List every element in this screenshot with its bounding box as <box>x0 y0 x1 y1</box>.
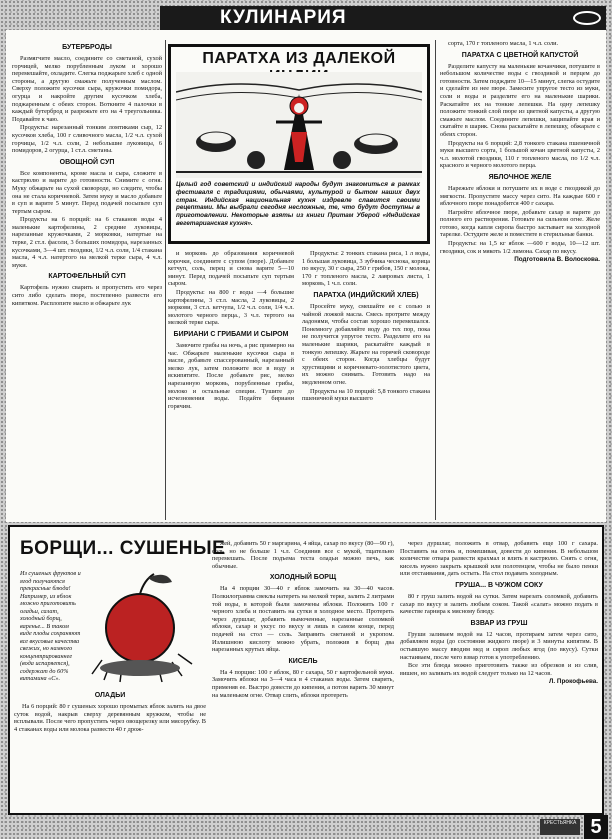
column-2 <box>168 250 294 520</box>
heading-paratha: ПАРАТХА (ИНДИЙСКИЙ ХЛЕБ) <box>313 291 419 299</box>
pear-recipe: 80 г груш залить водой на сутки. Затем нарезать соломкой, добавить сахар по вкусу и залить любым соком. Такой «салат» можно подать в качестве гарнира к мясному блюду. <box>400 592 598 616</box>
kissel-recipe-cont: через дуршлаг, положить в отвар, добавить еще 100 г сахара. Поставить на огонь и, помешивая, довести до кипения. В небольшом количестве отвара развести крахмал и влить в кастрюлю. Снять с огня, кисель нужно закрыть крышкой или полотенцем, чтобы не было пенки или отстаивания, дать остыть. На стол подавать холодным. <box>400 540 598 578</box>
heading-apple-jelly: ЯБЛОЧНОЕ ЖЕЛЕ <box>488 173 552 181</box>
bottom-column-1 <box>14 688 206 812</box>
bottom-column-3 <box>400 540 598 812</box>
heading-cold-borsch: ХОЛОДНЫЙ БОРЩ <box>269 574 337 582</box>
veg-soup-ingredients: Продукты на 6 порций: на 6 стаканов воды 4 маленькие картофелины, 2 средние луковицы, нарезанные кружочками, 2 морковки, натертые на терке, 2 ст.л. фасоли, 3 больших помидора, нарезанных кусочками, 3—4 шт. гвоздики, 1/2 ч.л. соли, 1/4 стакана масла, 4 ч.л. натертого на мелкой терке сыра, 4 ч.л. муки. <box>12 216 162 269</box>
bottom-column-2 <box>212 540 394 812</box>
jelly-recipe-2: Нагрейте яблочное пюре, добавьте сахар и варите до полного его растворения. Готовьте на сильном огне. Желе готово, когда капля сиропа быстро застывает на холодной тарелке. Остудите желе и поместите в стерильные банки. <box>440 208 600 239</box>
heading-potato-soup: КАРТОФЕЛЬНЫЙ СУП <box>48 273 126 281</box>
column-divider <box>165 40 166 520</box>
paratha-ingredients-cont: сорта, 170 г топленого масла, 1 ч.л. соли. <box>448 40 559 47</box>
fritters-recipe: На 6 порций: 80 г сушеных хорошо промытых яблок залить на двое суток водой, накрыв сверху деревянным кружком, чтобы не всплывали. После чего пропустить через овощерезку или мясорубку. В 4 стаканах воды или молока развести 40 г дрож- <box>14 703 206 733</box>
author-signature-1: Подготовила В. Волоскова. <box>514 256 600 264</box>
heading-fritters: ОЛАДЬИ <box>94 692 126 699</box>
magazine-brand: КРЕСТЬЯНКА <box>540 819 580 835</box>
dried-fruits-note: Из сушеных фруктов и ягод получаются прекрасные блюда! Например, из яблок можно приготовить оладьи, салат, холодный борщ, варенье... В таком виде плоды сохраняют все вкусовые качества свежих, но намного концентрированнее (вода испаряется), содержат до 60% витамина «С». <box>20 570 81 682</box>
indian-illustration <box>176 72 422 178</box>
column-4 <box>440 40 600 520</box>
heading-vegetable-soup: ОВОЩНОЙ СУП <box>59 158 115 166</box>
section-title: КУЛИНАРИЯ <box>220 7 347 28</box>
potato-soup-ingredients: Продукты: на 800 г воды —4 большие картофелины, 3 ст.л. масла, 2 луковицы, 2 моркови, 3 ст.л. кетчупа, 1/2 ч.л. соли, 1/4 ч.л. молотого черного перца., 3 ч.л. тертого на мелкой терке сыра. <box>168 288 294 327</box>
article-title: ПАРАТХА ИЗ ДАЛЕКОЙ <box>202 50 396 67</box>
apple-hedgehog-illustration <box>88 564 196 684</box>
heading-paratha-cauliflower: ПАРАТХА С ЦВЕТНОЙ КАПУСТОЙ <box>461 51 579 59</box>
column-3 <box>302 250 430 520</box>
column-1 <box>12 40 162 520</box>
column-divider <box>435 40 436 520</box>
fritters-recipe-cont: жей, добавить 50 г маргарина, 4 яйца, сахар по вкусу (80—90 г), соль, но не больше 1 ч.л. Соединив все с мукой, тщательно перемешать. После подъема теста оладьи можно печь, как обычные. <box>212 540 394 570</box>
potato-soup-cont: и морковь до образования коричневой корочки, соедините с супом (пюре). Добавьте кетчуп, соль, перец и снова варите 5—10 минут. Перед подачей посыпьте суп тертым сыром. <box>168 250 294 288</box>
veg-soup-recipe: Все компоненты, кроме масла и сыра, сложите в кастрюлю и варите до готовности. Снимите с огня. Муку обжарьте на сухой сковороде, но следите, чтобы она не стала коричневой. Затем муку и масло добавьте в суп и варите 5 минут. Перед подачей посыпьте суп тертым сыром. <box>12 169 162 215</box>
author-signature-2: Л. Прокофьева. <box>549 678 598 686</box>
heading-pear-compote: ВЗВАР ИЗ ГРУШ <box>470 619 528 627</box>
paratha-recipe: Просейте муку, смешайте ее с солью и чайной ложкой масла. Смесь протрите между ладонями, чтобы состав хорошо перемешался. Понемногу добавляйте воду до тех пор, пока не получится упругое тесто. Разделите его на маленькие шарики, раскатайте каждый в тонкую лепешку. Жарьте на горячей сковороде с обеих сторон. Когда хлебцы будут хрустящими и коричневато-золотистого цвета, их можно снимать. Готовить надо на медленном огне. <box>302 302 430 386</box>
heading-kissel: КИСЕЛЬ <box>288 657 318 665</box>
magazine-logo-icon <box>573 11 601 25</box>
heading-sandwiches: БУТЕРБРОДЫ <box>62 44 112 51</box>
cauliflower-ingredients: Продукты на 6 порций: 2,8 тонкого стакана пшеничной муки высшего сорта, 1 большой кочан цветной капусты, 2 ч.л. молотой гвоздики, 110 г топленого масла, по 1/2 ч.л. красного и черного молотого перца. <box>440 139 600 170</box>
kissel-recipe: На 4 порции: 100 г яблок, 80 г сахара, 50 г картофельной муки. Замочить яблоки на 3—4 часа в 4 стаканах воды. Затем сварить, применяв ее. Выстро довести до кипения, а потом варить 30 минут на маленьком огне. Отвар слить, яблоки протереть <box>212 668 394 699</box>
sandwich-ingredients: Продукты: нарезанный тонким ломтиками сыр, 12 кусочков хлеба, 100 г сливочного масла, 1/2 ч.л. сухой горчицы, 1/2 ч.л. соли, 2 небольшие луковицы, 6 помидоров, 2 огурца, 1 ст.л. сметаны. <box>12 124 162 155</box>
potato-soup-recipe: Картофель нужно сварить и пропустить его через сито либо сделать пюре, постепенно развести его кипятком. Расплопите масло и обжарьте лук <box>12 284 162 307</box>
heading-pear-in-juice: ГРУША... В ЧУЖОМ СОКУ <box>455 581 543 589</box>
biriani-recipe: Замочите грибы на ночь, а рис примерно на час. Обжарьте маленькие кусочки сыра в масле, добавьте спассерованный, нарезанный мелко лук, затем положите все в воду и вскипятите. После добавьте рис, мелко нарезанную морковь, порубленные грибы, молоко и остальные специи. Тушите до исчезновения воды. Подайте бириани горячим. <box>168 341 294 410</box>
article-intro: Целый год советский и индийский народы будут знакомиться в рамках фестиваля с традициями, обычаями, культурой и бытом наших двух стран. Индийская национальная кухня издревле славится своими рецептами. Мы выбрали сегодня несложные, те, что будут доступны в приготовлении. Некоторые взяты из книги Притам Уберой «Индийская вегетарианская кухня». <box>176 181 420 227</box>
jelly-recipe: Нарежьте яблоки и потушите их в воде с гвоздикой до мягкости. Пропустите массу через сито. На каждые 600 г яблочного пюре понадобится 400 г сахара. <box>440 184 600 208</box>
heading-biriani: БИРИАНИ С ГРИБАМИ И СЫРОМ <box>173 330 289 338</box>
paratha-ingredients: Продукты на 10 порций: 5,8 тонкого стакана пшеничной муки высшего <box>302 387 430 403</box>
jelly-ingredients: Продукты: на 1,5 кг яблок —600 г воды, 10—12 шт. гвоздики, сок и мякоть 1/2 лимона. Сахар по вкусу. <box>440 240 600 255</box>
page-number: 5 <box>584 815 608 839</box>
biriani-ingredients: Продукты: 2 тонких стакана риса, 1 л воды, 1 большая луковица, 3 зубчика чеснока, корица по вкусу, 30 г сыра, 250 г грибов, 150 г молока, 170 г топленого масла, 2 лавровых листа, 1 морковь, 1 ч.л. соли. <box>302 250 430 288</box>
cold-borsch-recipe: На 4 порции 30—40 г яблок замочить на 30—40 часов. Полкилограмма свеклы натереть на мелкой терке, залить 2 литрами той воды, в которой были замочены яблоки. Положить 100 г черного хлеба и поставить на сутки в холодное место. Протереть через дуршлаг, добавить вымоченные, нарезанные соломкой яблоки, сахар и уксус по вкусу и лишь в самом конце, перед подачей на стол — соль. Заправить сметаной и укропом. Излишнюю кислоту можно убрать, положив в борщ два нарезанных крутых яйца. <box>212 585 394 654</box>
bottom-article-title: БОРЩИ... СУШЕНЫЕ <box>20 538 226 559</box>
sandwich-recipe: Размягчите масло, соедините со сметаной, сухой горчицей, мелко порубленным луком и хорошо перемешайте, охладите. Слегка поджарьте хлеб с одной стороны, а другую смажьте полученным маслом. Сверху положите кусочки сыра, кружочки помидора, огурца и накройте другим кусочком хлеба, поджаренным с обеих сторон. Воткните 4 палочки в каждый бутерброд и разрежьте его на 4 треугольника. Подавайте к чаю. <box>12 55 162 123</box>
cauliflower-recipe: Разделите капусту на маленькие кочанчики, потушите в небольшом количестве воды с гвоздикой и перцем до готовности. Затем подждите 10—15 минут, слегка остудите и сделайте из нее пюре. Замесите упругое тесто из муки, соли и воды и разделите его на маленькие шарики. Раскатайте их на тонкие лепешки. На одну лепешку положите тонкий слой пюре из цветной капусты, а другую смажьте маслом. Соедините лепешки, защипайте края и скатайте в шарик. Снова раскатайте в лепешку, обжарьте с обеих сторон. <box>440 62 600 138</box>
compote-recipe: Груши заливаем водой на 12 часов, протираем затем через сито, добавляем воды (до состояния жидкого пюре) и 3 минуты кипятим. В остывшую массу вводим мед и сироп любых ягод (по вкусу). Сутки настаиваем, после чего взвар готов к употреблению. <box>400 630 598 661</box>
compote-note: Все эти блюда можно приготовить также из обрезков и из слив, вишен, но заливать их водой следует только на 12 часов. <box>400 662 598 677</box>
